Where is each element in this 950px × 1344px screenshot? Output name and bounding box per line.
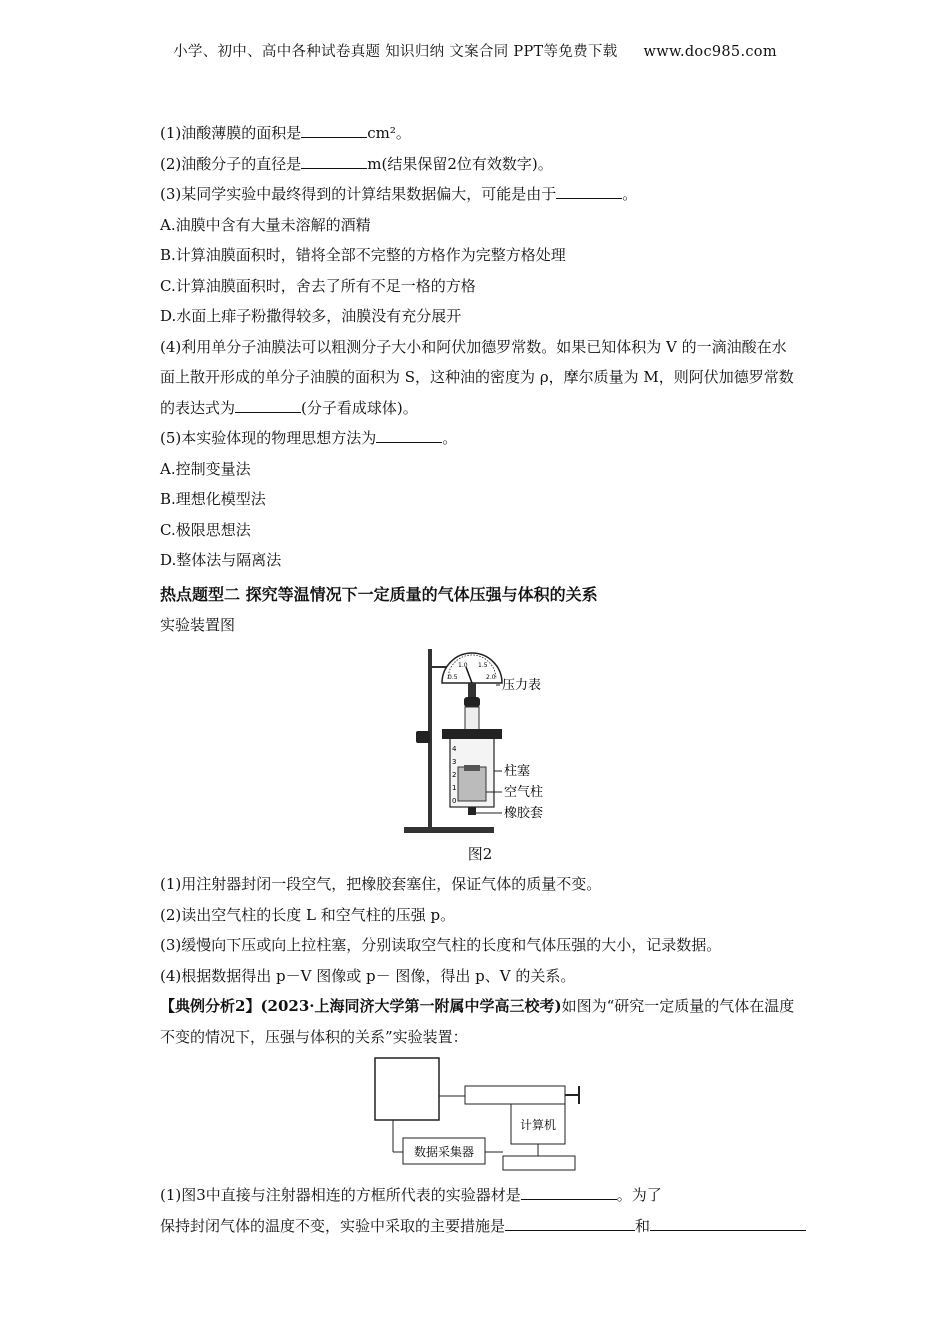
scale-tick: 1	[452, 783, 457, 792]
setup-figure	[373, 1056, 583, 1176]
page-header	[0, 40, 950, 61]
option-c: C.计算油膜面积时，舍去了所有不足一格的方格	[160, 276, 476, 295]
syringe-icon	[465, 1086, 565, 1104]
label-plunger: 柱塞	[504, 763, 531, 779]
label-gauge: 压力表	[502, 677, 542, 693]
figure-caption: 图2	[467, 844, 493, 863]
dial-tick: 0.5	[448, 673, 458, 681]
option-b: B.计算油膜面积时，错将全部不完整的方格作为完整方格处理	[160, 246, 566, 264]
example-intro	[160, 991, 800, 1052]
scale-tick: 3	[452, 757, 457, 766]
q1-text: (1)油酸薄膜的面积是	[160, 124, 302, 142]
option-b: B.理想化模型法	[160, 490, 266, 508]
computer-label: 计算机	[519, 1118, 557, 1132]
data-collector-label: 数据采集器	[413, 1145, 475, 1159]
step-2: (2)读出空气柱的长度 L 和空气柱的压强 p。	[160, 905, 456, 924]
option-c: C.极限思想法	[160, 520, 251, 539]
answer-blank[interactable]	[301, 122, 367, 138]
scale-tick: 4	[452, 744, 457, 753]
header-title: 小学、初中、高中各种试卷真题 知识归纳 文案合同 PPT等免费下载	[173, 44, 618, 60]
example-question-1-cont	[160, 1211, 800, 1242]
q3-end: 。	[622, 185, 638, 203]
clamp-icon	[416, 731, 430, 743]
answer-blank[interactable]	[301, 153, 367, 169]
answer-blank[interactable]	[521, 1184, 617, 1200]
option-d: D.水面上痱子粉撒得较多，油膜没有充分展开	[160, 307, 462, 325]
example-source: (2023·上海同济大学第一附属中学高三校考)	[260, 997, 562, 1015]
eq1-mid-rest: 保持封闭气体的温度不变，实验中采取的主要措施是	[160, 1216, 506, 1235]
answer-blank[interactable]	[235, 397, 301, 413]
step-1: (1)用注射器封闭一段空气，把橡胶套塞住，保证气体的质量不变。	[160, 875, 602, 893]
example-question-1	[160, 1180, 800, 1211]
dial-tick: 1.5	[478, 661, 488, 669]
document-body	[160, 118, 800, 1241]
question-2	[160, 149, 800, 180]
q4-end: (分子看成球体)。	[301, 398, 418, 417]
step-3: (3)缓慢向下压或向上拉柱塞，分别读取空气柱的长度和气体压强的大小，记录数据。	[160, 936, 722, 954]
eq1-and: 和	[635, 1216, 651, 1235]
q1-unit: cm²。	[367, 124, 411, 142]
option-d: D.整体法与隔离法	[160, 551, 282, 569]
keyboard-icon	[503, 1156, 575, 1170]
sensor-box-icon	[375, 1058, 439, 1120]
q3-text: (3)某同学实验中最终得到的计算结果数据偏大，可能是由于	[160, 185, 557, 203]
question-4	[160, 332, 800, 424]
answer-blank[interactable]	[556, 183, 622, 199]
q5-text: (5)本实验体现的物理思想方法为	[160, 429, 377, 447]
answer-blank[interactable]	[650, 1215, 806, 1231]
question-1	[160, 118, 800, 149]
eq1-mid: 。为了	[616, 1186, 662, 1204]
question-3	[160, 179, 800, 210]
q2-text: (2)油酸分子的直径是	[160, 154, 302, 173]
q2-unit: m(结果保留2位有效数字)。	[367, 154, 553, 173]
answer-blank[interactable]	[376, 427, 442, 443]
question-5	[160, 423, 800, 454]
option-a: A.油膜中含有大量未溶解的酒精	[160, 215, 371, 234]
scale-tick: 2	[452, 770, 457, 779]
dial-tick: 2.0	[486, 673, 496, 681]
section-heading: 热点题型二 探究等温情况下一定质量的气体压强与体积的关系	[160, 584, 598, 604]
answer-blank[interactable]	[505, 1215, 635, 1231]
label-air-column: 空气柱	[504, 784, 544, 800]
stand-base-icon	[404, 827, 494, 833]
step-4: (4)根据数据得出 p－V 图像或 p－ 图像，得出 p、V 的关系。	[160, 966, 576, 985]
rubber-cap-icon	[468, 807, 476, 815]
eq1-text: (1)图3中直接与注射器相连的方框所代表的实验器材是	[160, 1186, 521, 1204]
option-a: A.控制变量法	[160, 459, 251, 478]
header-site: www.doc985.com	[643, 44, 777, 60]
dial-tick: 1.0	[458, 661, 468, 669]
q5-end: 。	[442, 429, 458, 447]
example-tag: 【典例分析2】	[160, 997, 261, 1015]
device-label: 实验装置图	[160, 616, 236, 634]
apparatus-figure	[398, 647, 558, 837]
q4-text: (4)利用单分子油膜法可以粗测分子大小和阿伏加德罗常数。如果已知体积为 V 的一滴油酸在水面上散开形成的单分子油膜的面积为 S，这种油的密度为 ρ，摩尔质量为 M，则阿伏加德罗常数的表达式为	[160, 337, 794, 417]
scale-tick: 0	[452, 796, 457, 805]
label-rubber-cap: 橡胶套	[504, 805, 544, 821]
example-text: 如图为“研究一定质量的气体在温度不变的情况下，压强与体积的关系”实验装置：	[160, 997, 795, 1046]
pressure-gauge-icon	[442, 653, 502, 697]
